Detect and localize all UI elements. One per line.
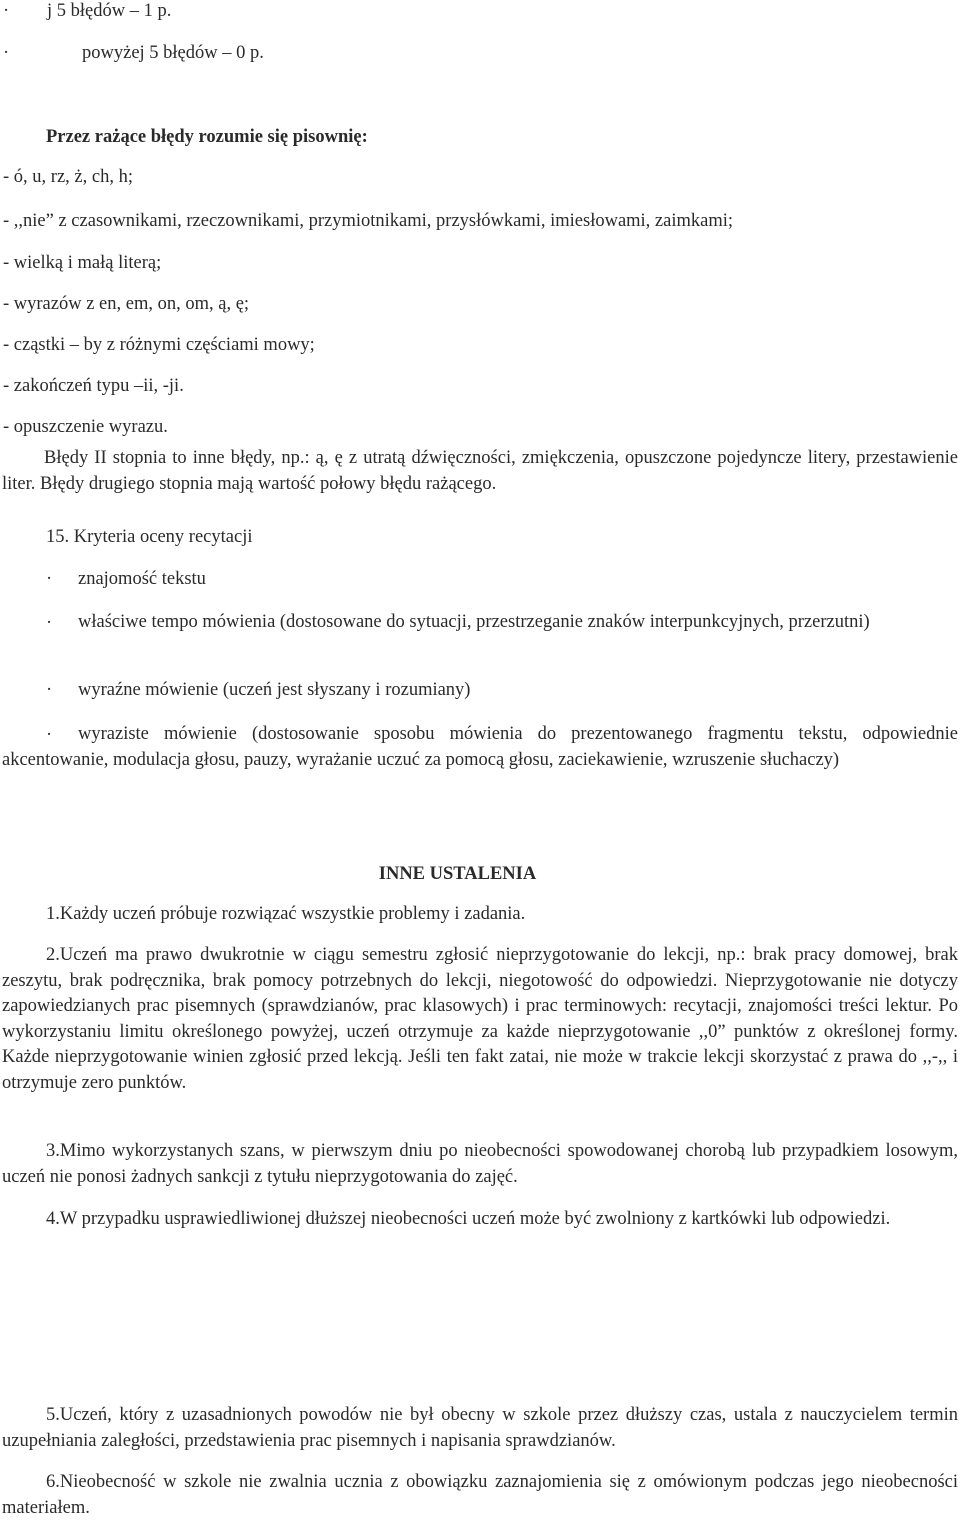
rule-text: 2.Uczeń ma prawo dwukrotnie w ciągu semestru zgłosić nieprzygotowanie do lekcji, np.: brak pracy domowej, brak zeszytu, brak podręcznika, brak pomocy potrzebnych do lekcji, niegotowość do odpowiedzi. Nieprzygotowanie nie dotyczy zapowiedzianych prac pisemnych (sprawdzianów, prac klasowych) i prac terminowych: recytacji, znajomości treści lektur. Po wykorzystaniu limitu określonego powyżej, uczeń otrzymuje za każde nieprzygotowanie ,,0” punktów z określonej formy. Każde nieprzygotowanie winien zgłosić przed lekcją. Jeśli ten fakt zatai, nie może w trakcie lekcji skorzystać z prawa do ,,-,, i otrzymuje zero punktów. bbox=[2, 945, 958, 1093]
grading-item-2: powyżej 5 błędów – 0 p. bbox=[82, 43, 264, 63]
rule-paragraph bbox=[2, 943, 958, 1096]
recitation-heading: 15. Kryteria oceny recytacji bbox=[46, 527, 253, 547]
bullet-marker: · bbox=[46, 613, 53, 633]
rule-paragraph bbox=[2, 1207, 958, 1233]
serious-error-item: - opuszczenie wyrazu. bbox=[3, 417, 168, 437]
rule-paragraph bbox=[2, 1470, 958, 1521]
serious-error-item: - zakończeń typu –ii, -ji. bbox=[3, 376, 184, 396]
rule-paragraph bbox=[2, 902, 958, 928]
serious-error-item: - cząstki – by z różnymi częściami mowy; bbox=[3, 335, 315, 355]
serious-error-item: - ó, u, rz, ż, ch, h; bbox=[3, 167, 133, 187]
recitation-item-paragraph bbox=[2, 610, 958, 636]
rule-text: 1.Każdy uczeń próbuje rozwiązać wszystkie problemy i zadania. bbox=[46, 904, 526, 924]
recitation-item: wyraźne mówienie (uczeń jest słyszany i rozumiany) bbox=[78, 680, 471, 700]
other-rules-heading: INNE USTALENIA bbox=[378, 864, 537, 884]
serious-error-item: - wyrazów z en, em, on, om, ą, ę; bbox=[3, 294, 250, 314]
rule-text: 4.W przypadku usprawiedliwionej dłuższej nieobecności uczeń może być zwolniony z kartkówki lub odpowiedzi. bbox=[46, 1209, 891, 1229]
serious-error-item: - wielką i małą literą; bbox=[3, 253, 162, 273]
bullet-marker: · bbox=[46, 680, 53, 700]
bullet-marker: · bbox=[3, 1, 10, 21]
recitation-item: znajomość tekstu bbox=[78, 569, 206, 589]
bullet-marker: · bbox=[46, 725, 53, 745]
second-degree-errors-text: Błędy II stopnia to inne błędy, np.: ą, ę z utratą dźwięczności, zmiękczenia, opuszczone pojedyncze litery, przestawienie liter. Błędy drugiego stopnia mają wartość połowy błędu rażącego. bbox=[2, 448, 958, 494]
recitation-item: właściwe tempo mówienia (dostosowane do sytuacji, przestrzeganie znaków interpunkcyjnych, przerzutni) bbox=[78, 612, 870, 632]
rule-text: 6.Nieobecność w szkole nie zwalnia ucznia z obowiązku zaznajomienia się z omówionym podczas jego nieobecności materiałem. bbox=[2, 1472, 958, 1518]
serious-error-item: - ,,nie” z czasownikami, rzeczownikami, przymiotnikami, przysłówkami, imiesłowami, zaimkami; bbox=[3, 211, 734, 231]
serious-errors-heading: Przez rażące błędy rozumie się pisownię: bbox=[46, 127, 368, 147]
rule-text: 3.Mimo wykorzystanych szans, w pierwszym dniu po nieobecności spowodowanej chorobą lub przypadkiem losowym, uczeń nie ponosi żadnych sankcji z tytułu nieprzygotowania do zajęć. bbox=[2, 1141, 958, 1187]
rule-paragraph bbox=[2, 1139, 958, 1190]
grading-item-1: j 5 błędów – 1 p. bbox=[47, 1, 172, 21]
rule-text: 5.Uczeń, który z uzasadnionych powodów nie był obecny w szkole przez dłuższy czas, ustala z nauczycielem termin uzupełniania zaległości, przedstawienia prac pisemnych i napisania sprawdzianów. bbox=[2, 1405, 958, 1451]
bullet-marker: · bbox=[3, 43, 10, 63]
recitation-item: wyraziste mówienie (dostosowanie sposobu mówienia do prezentowanego fragmentu tekstu, odpowiednie akcentowanie, modulacja głosu, pauzy, wyrażanie uczuć za pomocą głosu, zaciekawienie, wzruszenie słuchaczy) bbox=[2, 724, 958, 770]
bullet-marker: · bbox=[46, 569, 53, 589]
recitation-item-paragraph bbox=[2, 722, 958, 773]
second-degree-errors-paragraph bbox=[2, 446, 958, 497]
rule-paragraph bbox=[2, 1403, 958, 1454]
